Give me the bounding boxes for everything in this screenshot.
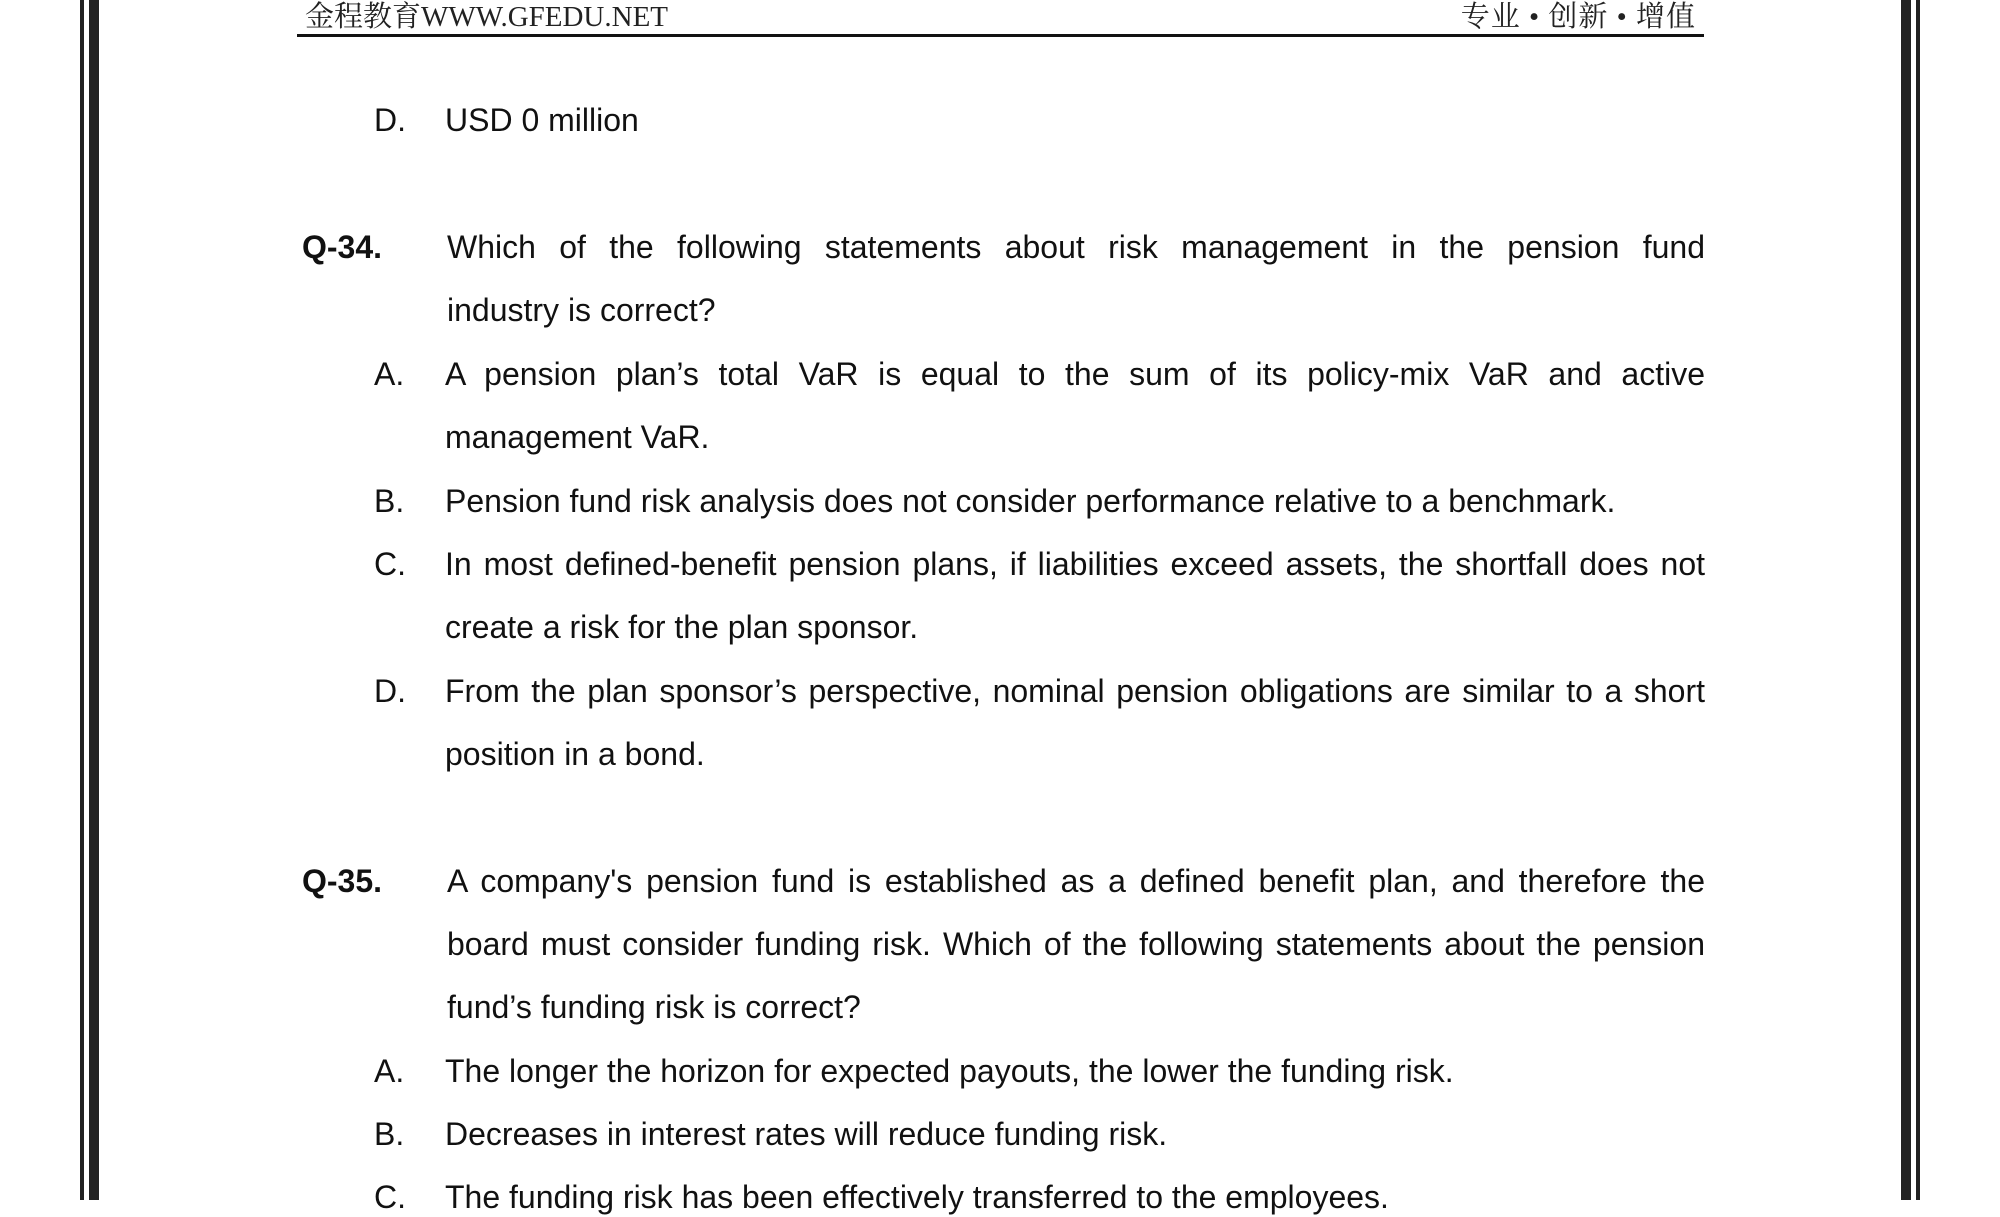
question-35-text-line-2: board must consider funding risk. Which of the following statements about the pension: [447, 926, 1705, 962]
header-slogan: 专业 • 创新 • 增值: [1460, 1, 1696, 33]
q35-option-b-letter: B.: [374, 1116, 405, 1152]
q34-option-a-line-2: management VaR.: [445, 419, 710, 455]
q34-option-a-letter: A.: [374, 356, 405, 392]
q34-option-b-letter: B.: [374, 483, 405, 519]
q35-option-a-letter: A.: [374, 1053, 405, 1089]
q35-option-c-letter: C.: [374, 1179, 406, 1215]
q34-option-b-line-1: Pension fund risk analysis does not consider performance relative to a benchmark.: [445, 483, 1616, 519]
q34-option-d-line-1: From the plan sponsor’s perspective, nominal pension obligations are similar to a short: [445, 673, 1705, 709]
q34-option-a-line-1: A pension plan’s total VaR is equal to the sum of its policy-mix VaR and active: [445, 356, 1705, 392]
q34-option-d-letter: D.: [374, 673, 406, 709]
question-35-text-line-1: A company's pension fund is established as a defined benefit plan, and therefore the: [447, 863, 1705, 899]
question-34-text-line-1: Which of the following statements about risk management in the pension fund: [447, 229, 1705, 265]
question-34-number: Q-34.: [302, 229, 383, 265]
q34-option-c-letter: C.: [374, 546, 406, 582]
question-34-text-line-2: industry is correct?: [447, 292, 716, 328]
question-35-number: Q-35.: [302, 863, 383, 899]
page-border-left: [80, 0, 102, 1200]
q35-option-c-line-1: The funding risk has been effectively transferred to the employees.: [445, 1179, 1389, 1215]
q34-option-c-line-1: In most defined-benefit pension plans, if liabilities exceed assets, the shortfall does not: [445, 546, 1705, 582]
prev-option-d-letter: D.: [374, 102, 406, 138]
q34-option-c-line-2: create a risk for the plan sponsor.: [445, 609, 919, 645]
q35-option-a-line-1: The longer the horizon for expected payouts, the lower the funding risk.: [445, 1053, 1454, 1089]
page-header: [297, 0, 1704, 37]
header-site-name: 金程教育WWW.GFEDU.NET: [305, 1, 668, 33]
page-border-right: [1898, 0, 1920, 1200]
prev-option-d-text: USD 0 million: [445, 102, 639, 138]
question-35-text-line-3: fund’s funding risk is correct?: [447, 989, 861, 1025]
q34-option-d-line-2: position in a bond.: [445, 736, 705, 772]
q35-option-b-line-1: Decreases in interest rates will reduce funding risk.: [445, 1116, 1168, 1152]
